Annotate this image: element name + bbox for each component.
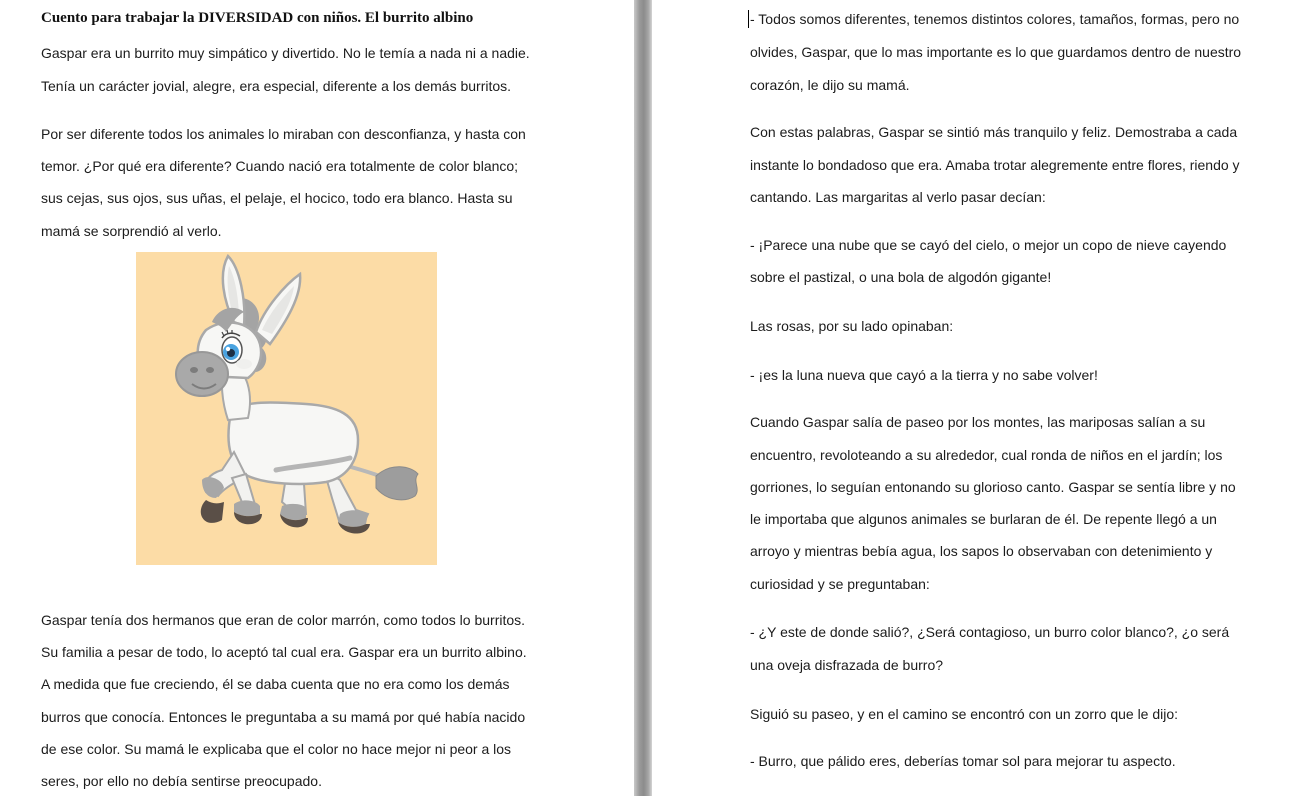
- text-line: encuentro, revoloteando a su alrededor, cual ronda de niños en el jardín; los: [750, 447, 1223, 463]
- text-line: Gaspar tenía dos hermanos que eran de color marrón, como todos lo burritos.: [41, 612, 526, 628]
- text-line: - ¡Parece una nube que se cayó del cielo, o mejor un copo de nieve cayendo: [750, 237, 1227, 253]
- text-line: le importaba que algunos animales se burlaran de él. De repente llegó a un: [750, 511, 1217, 527]
- text-line: seres, por ello no debía sentirse preocupado.: [41, 773, 322, 789]
- albino-donkey-image: [136, 252, 437, 565]
- text-line: gorriones, lo seguían entonando su glorioso canto. Gaspar se sentía libre y no: [750, 479, 1236, 495]
- text-line: olvides, Gaspar, que lo mas importante es lo que guardamos dentro de nuestro: [750, 44, 1242, 60]
- text-line: Por ser diferente todos los animales lo miraban con desconfianza, y hasta con: [41, 126, 526, 142]
- text-line: Tenía un carácter jovial, alegre, era especial, diferente a los demás burritos.: [41, 78, 512, 94]
- text-line: - ¡es la luna nueva que cayó a la tierra y no sabe volver!: [750, 367, 1098, 383]
- text-line: corazón, le dijo su mamá.: [750, 77, 910, 93]
- text-line: - ¿Y este de donde salió?, ¿Será contagioso, un burro color blanco?, ¿o será: [750, 624, 1230, 640]
- document-page-left[interactable]: [0, 0, 634, 796]
- text-line: una oveja disfrazada de burro?: [750, 657, 944, 673]
- text-line: Cuando Gaspar salía de paseo por los montes, las mariposas salían a su: [750, 414, 1206, 430]
- text-line: Las rosas, por su lado opinaban:: [750, 318, 954, 334]
- text-line: cantando. Las margaritas al verlo pasar decían:: [750, 189, 1046, 205]
- text-line: arroyo y mientras bebía agua, los sapos lo observaban con detenimiento y: [750, 543, 1213, 559]
- text-line: Con estas palabras, Gaspar se sintió más tranquilo y feliz. Demostraba a cada: [750, 124, 1238, 140]
- text-line: de ese color. Su mamá le explicaba que el color no hace mejor ni peor a los: [41, 741, 512, 757]
- text-line: burros que conocía. Entonces le preguntaba a su mamá por qué había nacido: [41, 709, 526, 725]
- text-line: - Burro, que pálido eres, deberías tomar sol para mejorar tu aspecto.: [750, 753, 1176, 769]
- text-cursor: [748, 10, 749, 28]
- text-line: mamá se sorprendió al verlo.: [41, 223, 222, 239]
- page-gutter: [634, 0, 652, 796]
- text-line: Su familia a pesar de todo, lo aceptó tal cual era. Gaspar era un burrito albino.: [41, 644, 527, 660]
- text-line: instante lo bondadoso que era. Amaba trotar alegremente entre flores, riendo y: [750, 157, 1240, 173]
- story-title: Cuento para trabajar la DIVERSIDAD con niños. El burrito albino: [41, 10, 474, 26]
- text-line: - Todos somos diferentes, tenemos distintos colores, tamaños, formas, pero no: [750, 11, 1240, 27]
- text-line: curiosidad y se preguntaban:: [750, 576, 930, 592]
- document-page-right[interactable]: [652, 0, 1299, 796]
- text-line: temor. ¿Por qué era diferente? Cuando nació era totalmente de color blanco;: [41, 158, 519, 174]
- text-line: sus cejas, sus ojos, sus uñas, el pelaje, el hocico, todo era blanco. Hasta su: [41, 190, 513, 206]
- text-line: A medida que fue creciendo, él se daba cuenta que no era como los demás: [41, 676, 510, 692]
- text-line: sobre el pastizal, o una bola de algodón gigante!: [750, 269, 1052, 285]
- text-line: Gaspar era un burrito muy simpático y divertido. No le temía a nada ni a nadie.: [41, 45, 530, 61]
- donkey-illustration: [136, 252, 437, 565]
- text-line: Siguió su paseo, y en el camino se encontró con un zorro que le dijo:: [750, 706, 1179, 722]
